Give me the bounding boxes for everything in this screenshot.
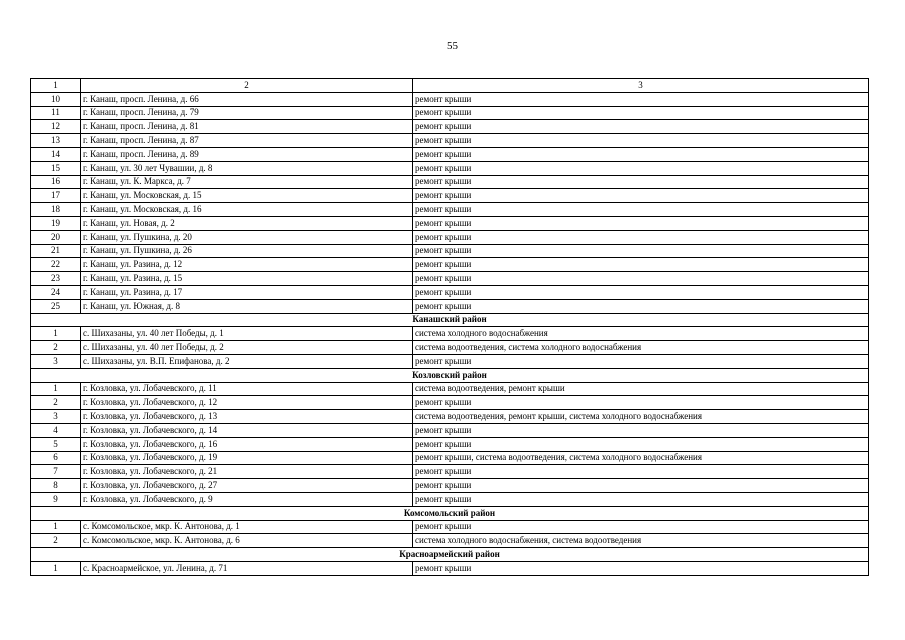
row-work-type: ремонт крыши — [413, 203, 869, 217]
row-number: 3 — [31, 410, 81, 424]
table-row — [31, 244, 869, 258]
row-address: г. Козловка, ул. Лобачевского, д. 16 — [81, 437, 413, 451]
table-header-row — [31, 79, 869, 93]
row-number: 9 — [31, 492, 81, 506]
row-address: г. Канаш, просп. Ленина, д. 66 — [81, 92, 413, 106]
section-title: Комсомольский район — [31, 506, 869, 520]
row-address: г. Канаш, просп. Ленина, д. 89 — [81, 147, 413, 161]
row-work-type: ремонт крыши — [413, 465, 869, 479]
row-number: 3 — [31, 354, 81, 368]
row-address: г. Канаш, просп. Ленина, д. 79 — [81, 106, 413, 120]
row-work-type: ремонт крыши — [413, 492, 869, 506]
row-work-type: ремонт крыши — [413, 120, 869, 134]
table-row — [31, 189, 869, 203]
row-number: 11 — [31, 106, 81, 120]
table-row — [31, 216, 869, 230]
table-row — [31, 423, 869, 437]
row-work-type: ремонт крыши — [413, 285, 869, 299]
row-address: г. Канаш, ул. Южная, д. 8 — [81, 299, 413, 313]
row-number: 16 — [31, 175, 81, 189]
row-number: 24 — [31, 285, 81, 299]
row-work-type: ремонт крыши — [413, 479, 869, 493]
table-row — [31, 106, 869, 120]
row-work-type: ремонт крыши — [413, 437, 869, 451]
table-row — [31, 465, 869, 479]
table-row — [31, 479, 869, 493]
table-row — [31, 520, 869, 534]
row-work-type: ремонт крыши — [413, 161, 869, 175]
row-number: 12 — [31, 120, 81, 134]
row-work-type: ремонт крыши — [413, 106, 869, 120]
row-number: 23 — [31, 272, 81, 286]
section-title: Канашский район — [31, 313, 869, 327]
row-work-type: система холодного водоснабжения, система водоотведения — [413, 534, 869, 548]
table-row — [31, 561, 869, 575]
table-row — [31, 327, 869, 341]
row-work-type: ремонт крыши — [413, 230, 869, 244]
row-address: г. Канаш, просп. Ленина, д. 87 — [81, 134, 413, 148]
header-col-2: 2 — [81, 79, 413, 93]
row-number: 7 — [31, 465, 81, 479]
row-address: с. Комсомольское, мкр. К. Антонова, д. 1 — [81, 520, 413, 534]
row-address: г. Канаш, просп. Ленина, д. 81 — [81, 120, 413, 134]
table-row — [31, 258, 869, 272]
row-work-type: ремонт крыши — [413, 299, 869, 313]
table-row — [31, 272, 869, 286]
row-number: 6 — [31, 451, 81, 465]
row-work-type: ремонт крыши — [413, 134, 869, 148]
row-work-type: система водоотведения, ремонт крыши — [413, 382, 869, 396]
section-header-row — [31, 506, 869, 520]
row-work-type: ремонт крыши — [413, 272, 869, 286]
table-row — [31, 451, 869, 465]
page-number: 55 — [447, 40, 458, 52]
table-row — [31, 534, 869, 548]
row-address: г. Канаш, ул. К. Маркса, д. 7 — [81, 175, 413, 189]
row-address: г. Канаш, ул. Разина, д. 12 — [81, 258, 413, 272]
row-work-type: ремонт крыши — [413, 244, 869, 258]
row-number: 17 — [31, 189, 81, 203]
table-row — [31, 134, 869, 148]
table-row — [31, 285, 869, 299]
row-address: с. Комсомольское, мкр. К. Антонова, д. 6 — [81, 534, 413, 548]
row-number: 2 — [31, 396, 81, 410]
row-number: 1 — [31, 561, 81, 575]
row-address: с. Шихазаны, ул. В.П. Епифанова, д. 2 — [81, 354, 413, 368]
row-work-type: ремонт крыши — [413, 147, 869, 161]
row-work-type: ремонт крыши — [413, 175, 869, 189]
row-address: г. Канаш, ул. Московская, д. 15 — [81, 189, 413, 203]
row-address: г. Канаш, ул. Пушкина, д. 20 — [81, 230, 413, 244]
row-address: г. Канаш, ул. Разина, д. 17 — [81, 285, 413, 299]
row-work-type: ремонт крыши — [413, 258, 869, 272]
section-title: Козловский район — [31, 368, 869, 382]
table-row — [31, 299, 869, 313]
row-address: г. Канаш, ул. Московская, д. 16 — [81, 203, 413, 217]
row-number: 4 — [31, 423, 81, 437]
row-address: г. Канаш, ул. Разина, д. 15 — [81, 272, 413, 286]
header-col-1: 1 — [31, 79, 81, 93]
row-number: 15 — [31, 161, 81, 175]
row-number: 5 — [31, 437, 81, 451]
row-number: 21 — [31, 244, 81, 258]
row-number: 22 — [31, 258, 81, 272]
table-row — [31, 120, 869, 134]
row-number: 1 — [31, 520, 81, 534]
table-row — [31, 161, 869, 175]
row-address: г. Козловка, ул. Лобачевского, д. 21 — [81, 465, 413, 479]
row-work-type: ремонт крыши — [413, 520, 869, 534]
section-header-row — [31, 548, 869, 562]
table-row — [31, 147, 869, 161]
row-number: 14 — [31, 147, 81, 161]
repair-table — [30, 78, 869, 576]
row-address: г. Козловка, ул. Лобачевского, д. 19 — [81, 451, 413, 465]
table-row — [31, 92, 869, 106]
row-work-type: ремонт крыши — [413, 216, 869, 230]
row-address: г. Канаш, ул. Пушкина, д. 26 — [81, 244, 413, 258]
table-body — [31, 79, 869, 576]
row-work-type: ремонт крыши — [413, 561, 869, 575]
row-work-type: ремонт крыши — [413, 92, 869, 106]
row-number: 8 — [31, 479, 81, 493]
row-work-type: ремонт крыши — [413, 189, 869, 203]
row-address: г. Козловка, ул. Лобачевского, д. 27 — [81, 479, 413, 493]
row-work-type: система водоотведения, ремонт крыши, система холодного водоснабжения — [413, 410, 869, 424]
section-title: Красноармейский район — [31, 548, 869, 562]
table-row — [31, 354, 869, 368]
table-row — [31, 203, 869, 217]
row-work-type: ремонт крыши — [413, 396, 869, 410]
row-address: г. Козловка, ул. Лобачевского, д. 13 — [81, 410, 413, 424]
row-number: 19 — [31, 216, 81, 230]
table-row — [31, 410, 869, 424]
row-number: 13 — [31, 134, 81, 148]
row-number: 2 — [31, 341, 81, 355]
row-address: г. Канаш, ул. Новая, д. 2 — [81, 216, 413, 230]
section-header-row — [31, 313, 869, 327]
row-number: 2 — [31, 534, 81, 548]
row-address: г. Козловка, ул. Лобачевского, д. 14 — [81, 423, 413, 437]
row-work-type: ремонт крыши — [413, 423, 869, 437]
table-row — [31, 492, 869, 506]
table-row — [31, 437, 869, 451]
row-address: с. Красноармейское, ул. Ленина, д. 71 — [81, 561, 413, 575]
row-address: г. Козловка, ул. Лобачевского, д. 9 — [81, 492, 413, 506]
row-number: 1 — [31, 382, 81, 396]
row-work-type: система холодного водоснабжения — [413, 327, 869, 341]
table-row — [31, 175, 869, 189]
table-row — [31, 230, 869, 244]
row-work-type: система водоотведения, система холодного водоснабжения — [413, 341, 869, 355]
row-number: 20 — [31, 230, 81, 244]
header-col-3: 3 — [413, 79, 869, 93]
row-work-type: ремонт крыши — [413, 354, 869, 368]
table-row — [31, 382, 869, 396]
row-work-type: ремонт крыши, система водоотведения, система холодного водоснабжения — [413, 451, 869, 465]
row-address: с. Шихазаны, ул. 40 лет Победы, д. 2 — [81, 341, 413, 355]
row-number: 10 — [31, 92, 81, 106]
table-row — [31, 396, 869, 410]
row-address: с. Шихазаны, ул. 40 лет Победы, д. 1 — [81, 327, 413, 341]
row-address: г. Канаш, ул. 30 лет Чувашии, д. 8 — [81, 161, 413, 175]
row-address: г. Козловка, ул. Лобачевского, д. 12 — [81, 396, 413, 410]
row-number: 1 — [31, 327, 81, 341]
row-number: 18 — [31, 203, 81, 217]
section-header-row — [31, 368, 869, 382]
table-row — [31, 341, 869, 355]
row-number: 25 — [31, 299, 81, 313]
row-address: г. Козловка, ул. Лобачевского, д. 11 — [81, 382, 413, 396]
